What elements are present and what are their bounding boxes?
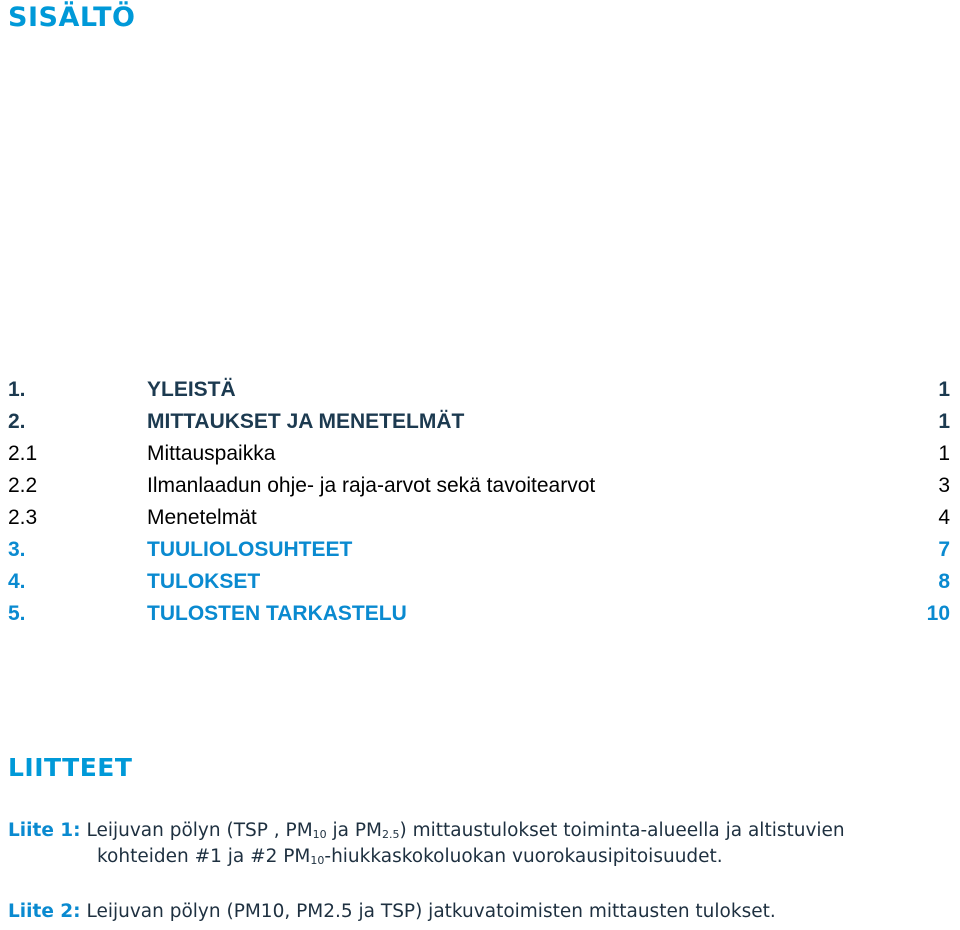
toc-entry-mittauspaikka[interactable]	[8, 438, 950, 470]
toc-number: 1.	[8, 378, 26, 401]
appendix-1-line-2	[97, 844, 723, 870]
appendix-1-line2-text-b: -hiukkaskokoluokan vuorokausipitoisuudet.	[324, 846, 723, 867]
appendix-1-subscript-a: 10	[312, 828, 327, 841]
toc-title: MITTAUKSET JA MENETELMÄT	[147, 410, 465, 433]
toc-entry-tulokset[interactable]	[8, 566, 950, 598]
appendix-1-text-a: Leijuvan pölyn (TSP , PM	[80, 820, 313, 841]
toc-page-number: 1	[938, 378, 950, 401]
toc-entry-yleista[interactable]	[8, 374, 950, 406]
toc-page-number: 1	[938, 442, 950, 465]
toc-title: Ilmanlaadun ohje- ja raja-arvot sekä tavoitearvot	[147, 474, 596, 497]
appendix-2-text: Leijuvan pölyn (PM10, PM2.5 ja TSP) jatkuvatoimisten mittausten tulokset.	[80, 901, 776, 922]
toc-entry-menetelmat[interactable]	[8, 502, 950, 534]
toc-title: YLEISTÄ	[147, 378, 236, 401]
toc-title: TUULIOLOSUHTEET	[147, 538, 353, 561]
toc-number: 4.	[8, 570, 26, 593]
toc-number: 2.3	[8, 506, 38, 529]
toc-entry-tuuliolosuhteet[interactable]	[8, 534, 950, 566]
contents-heading: SISÄLTÖ	[8, 2, 136, 33]
appendices-heading: LIITTEET	[8, 753, 133, 782]
toc-number: 2.1	[8, 442, 38, 465]
toc-page-number: 7	[938, 538, 950, 561]
appendix-1-text-c: ) mittaustulokset toiminta-alueella ja altistuvien	[399, 820, 845, 841]
appendix-1-text-b: ja PM	[326, 820, 383, 841]
toc-number: 3.	[8, 538, 26, 561]
toc-page-number: 3	[938, 474, 950, 497]
appendix-1-subscript-b: 2.5	[382, 828, 400, 841]
toc-title: TULOSTEN TARKASTELU	[147, 602, 407, 625]
toc-number: 2.2	[8, 474, 38, 497]
toc-title: Menetelmät	[147, 506, 257, 529]
toc-entry-tulosten-tarkastelu[interactable]	[8, 598, 950, 630]
toc-entry-mittaukset[interactable]	[8, 406, 950, 438]
toc-page-number: 1	[938, 410, 950, 433]
appendix-1-line2-text-a: kohteiden #1 ja #2 PM	[97, 846, 311, 867]
toc-title: TULOKSET	[147, 570, 261, 593]
table-of-contents	[8, 374, 950, 630]
toc-number: 2.	[8, 410, 26, 433]
toc-number: 5.	[8, 602, 26, 625]
appendix-1-line-1	[8, 818, 845, 844]
appendix-2-label: Liite 2:	[8, 901, 81, 922]
toc-page-number: 4	[938, 506, 950, 529]
appendix-1-label: Liite 1:	[8, 820, 81, 841]
toc-entry-ilmanlaatu[interactable]	[8, 470, 950, 502]
toc-page-number: 8	[938, 570, 950, 593]
appendix-1-line2-subscript: 10	[310, 854, 325, 867]
toc-page-number: 10	[926, 602, 950, 625]
appendix-2	[8, 899, 776, 925]
toc-title: Mittauspaikka	[147, 442, 276, 465]
